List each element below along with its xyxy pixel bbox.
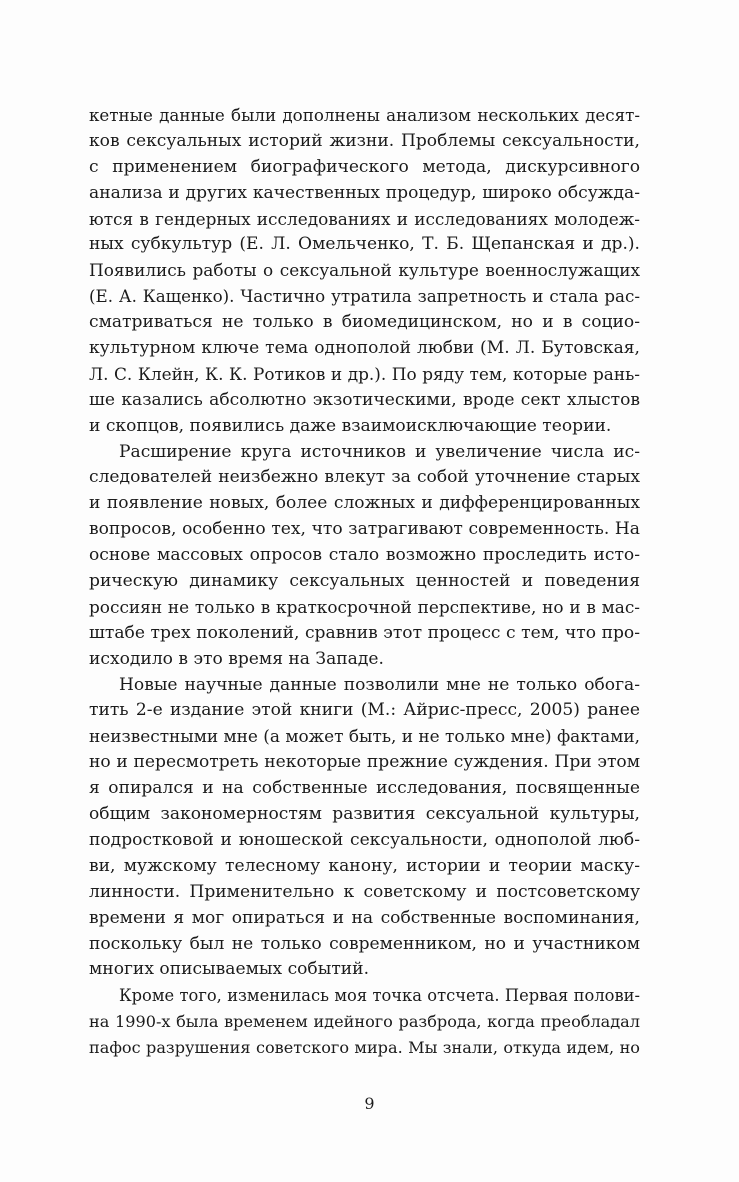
text-line: анализа и других качественных процедур, широко обсужда- bbox=[89, 182, 640, 203]
text-line: поскольку был не только современником, но и участником bbox=[89, 933, 640, 954]
text-line: неизвестными мне (а может быть, и не только мне) фактами, bbox=[89, 726, 640, 747]
paragraph-3 bbox=[89, 673, 640, 984]
text-line: ются в гендерных исследованиях и исследованиях молодеж- bbox=[89, 208, 640, 229]
text-line: Кроме того, изменилась моя точка отсчета. Первая полови- bbox=[119, 986, 640, 1006]
text-line: я опирался и на собственные исследования, посвященные bbox=[89, 778, 640, 799]
text-line: времени я мог опираться и на собственные воспоминания, bbox=[89, 907, 640, 928]
text-line: рическую динамику сексуальных ценностей и поведения bbox=[89, 571, 640, 592]
text-line: общим закономерностям развития сексуальной культуры, bbox=[89, 804, 640, 825]
text-line: ви, мужскому телесному канону, истории и теории маску- bbox=[89, 855, 640, 876]
page-number: 9 bbox=[364, 1094, 375, 1113]
text-line: Расширение круга источников и увеличение числа ис- bbox=[119, 441, 640, 462]
text-line: кетные данные были дополнены анализом нескольких десят- bbox=[89, 105, 640, 125]
text-line: основе массовых опросов стало возможно проследить исто- bbox=[89, 545, 640, 566]
text-line: пафос разрушения советского мира. Мы знали, откуда идем, но bbox=[89, 1038, 640, 1058]
text-line: ных субкультур (Е. Л. Омельченко, Т. Б. Щепанская и др.). bbox=[89, 234, 640, 255]
paragraph-2 bbox=[89, 440, 640, 673]
body-text bbox=[89, 103, 640, 1061]
text-line: многих описываемых событий. bbox=[89, 959, 370, 980]
text-line: сматриваться не только в биомедицинском, но и в социо- bbox=[89, 312, 640, 333]
text-line: вопросов, особенно тех, что затрагивают современность. На bbox=[89, 519, 640, 540]
paragraph-4 bbox=[89, 983, 640, 1061]
text-line: на 1990-х была временем идейного разброда, когда преобладал bbox=[89, 1012, 640, 1032]
text-line: россиян не только в краткосрочной перспективе, но и в мас- bbox=[89, 596, 640, 617]
text-line: линности. Применительно к советскому и постсоветскому bbox=[89, 881, 640, 902]
paragraph-1 bbox=[89, 103, 640, 440]
text-line: (Е. А. Кащенко). Частично утратила запретность и стала рас- bbox=[89, 286, 640, 307]
text-line: Л. С. Клейн, К. К. Ротиков и др.). По ряду тем, которые рань- bbox=[89, 363, 640, 384]
text-line: подростковой и юношеской сексуальности, однополой люб- bbox=[89, 829, 640, 850]
text-line: с применением биографического метода, дискурсивного bbox=[89, 156, 640, 177]
text-line: и скопцов, появились даже взаимоисключающие теории. bbox=[89, 415, 612, 436]
text-line: ков сексуальных историй жизни. Проблемы сексуальности, bbox=[89, 130, 640, 151]
text-line: но и пересмотреть некоторые прежние суждения. При этом bbox=[89, 752, 640, 773]
text-line: и появление новых, более сложных и дифференцированных bbox=[89, 493, 640, 514]
text-line: культурном ключе тема однополой любви (М. Л. Бутовская, bbox=[89, 338, 640, 359]
text-line: штабе трех поколений, сравнив этот процесс с тем, что про- bbox=[89, 622, 640, 643]
text-line: тить 2-е издание этой книги (М.: Айрис-пресс, 2005) ранее bbox=[89, 700, 640, 721]
text-line: исходило в это время на Западе. bbox=[89, 648, 384, 669]
text-line: Новые научные данные позволили мне не только обога- bbox=[119, 674, 640, 695]
text-line: следователей неизбежно влекут за собой уточнение старых bbox=[89, 467, 640, 488]
text-line: Появились работы о сексуальной культуре военнослужащих bbox=[89, 260, 640, 281]
text-line: ше казались абсолютно экзотическими, вроде сект хлыстов bbox=[89, 389, 640, 410]
